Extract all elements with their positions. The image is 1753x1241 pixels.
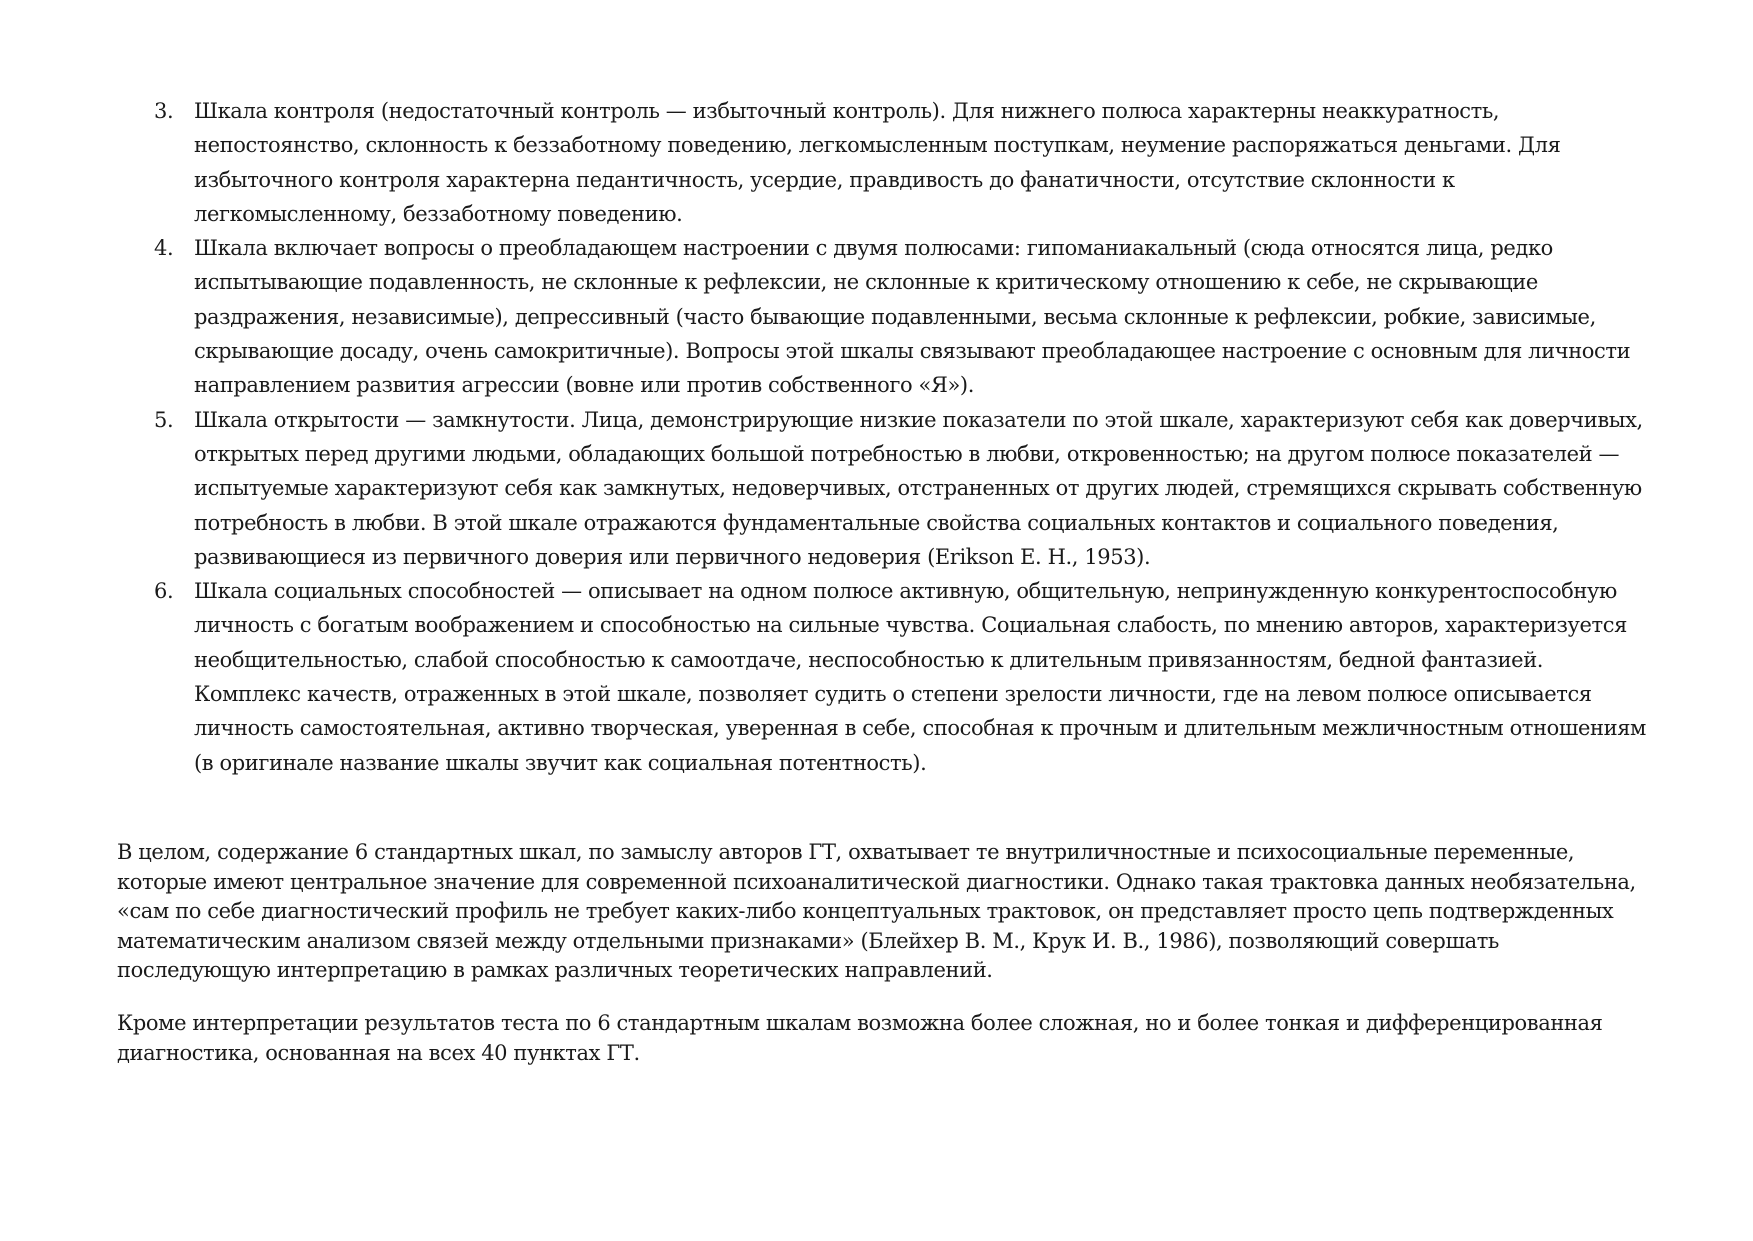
- list-item-number: 3.: [154, 99, 174, 123]
- list-item-number: 4.: [154, 236, 174, 261]
- list-item-text: Шкала контроля (недостаточный контроль — избыточный контроль). Для нижнего полюса характерны неаккуратность, непостоянство, склонность к беззаботному поведению, легкомысленным поступкам, неумение распоряжаться деньгами. Для избыточного контроля характерна педантичность, усердие, правдивость до фанатичности, отсутствие склонности к легкомысленному, беззаботному поведению.: [194, 99, 1561, 226]
- list-item-text: Шкала включает вопросы о преобладающем настроении с двумя полюсами: гипоманиакальный (сюда относятся лица, редко испытывающие подавленность, не склонные к рефлексии, не склонные к критическому отношению к себе, не скрывающие раздражения, независимые), депрессивный (часто бывающие подавленными, весьма склонные к рефлексии, робкие, зависимые, скрывающие досаду, очень самокритичные). Вопросы этой шкалы связывают преобладающее настроение с основным для личности направлением развития агрессии (вовне или против собственного «Я»).: [194, 236, 1631, 398]
- list-item-text: Шкала открытости — замкнутости. Лица, демонстрирующие низкие показатели по этой шкале, характеризуют себя как доверчивых, открытых перед другими людьми, обладающих большой потребностью в любви, откровенностью; на другом полюсе показателей — испытуемые характеризуют себя как замкнутых, недоверчивых, отстраненных от других людей, стремящихся скрывать собственную потребность в любви. В этой шкале отражаются фундаментальные свойства социальных контактов и социального поведения, развивающиеся из первичного доверия или первичного недоверия (Erikson E. H., 1953).: [194, 407, 1643, 569]
- summary-paragraph: В целом, содержание 6 стандартных шкал, по замыслу авторов ГТ, охватывает те внутриличностные и психосоциальные переменные, которые имеют центральное значение для современной психоаналитической диагностики. Однако такая трактовка данных необязательна, «сам по себе диагностический профиль не требует каких-либо концептуальных трактовок, он представляет просто цепь подтвержденных математическим анализом связей между отдельными признаками» (Блейхер В. М., Крук И. В., 1986), позволяющий совершать последующую интерпретацию в рамках различных теоретических направлений.: [117, 840, 1636, 982]
- list-item-text: Шкала социальных способностей — описывает на одном полюсе активную, общительную, непринужденную конкурентоспособную личность с богатым воображением и способностью на сильные чувства. Социальная слабость, по мнению авторов, характеризуется необщительностью, слабой способностью к самоотдаче, неспособностью к длительным привязанностям, бедной фантазией. Комплекс качеств, отраженных в этой шкале, позволяет судить о степени зрелости личности, где на левом полюсе описывается личность самостоятельная, активно творческая, уверенная в себе, способная к прочным и длительным межличностным отношениям (в оригинале название шкалы звучит как социальная потентность).: [194, 579, 1646, 775]
- list-item-scale-6: [150, 574, 1650, 780]
- list-item-scale-5: [150, 403, 1650, 574]
- numbered-scale-list: [150, 94, 1650, 780]
- list-item-number: 6.: [154, 579, 174, 604]
- closing-paragraph: Кроме интерпретации результатов теста по 6 стандартным шкалам возможна более сложная, но и более тонкая и дифференцированная диагностика, основанная на всех 40 пунктах ГТ.: [117, 1011, 1603, 1065]
- list-item-scale-3: [150, 94, 1650, 231]
- list-item-scale-4: [150, 231, 1650, 402]
- list-item-number: 5.: [154, 407, 174, 432]
